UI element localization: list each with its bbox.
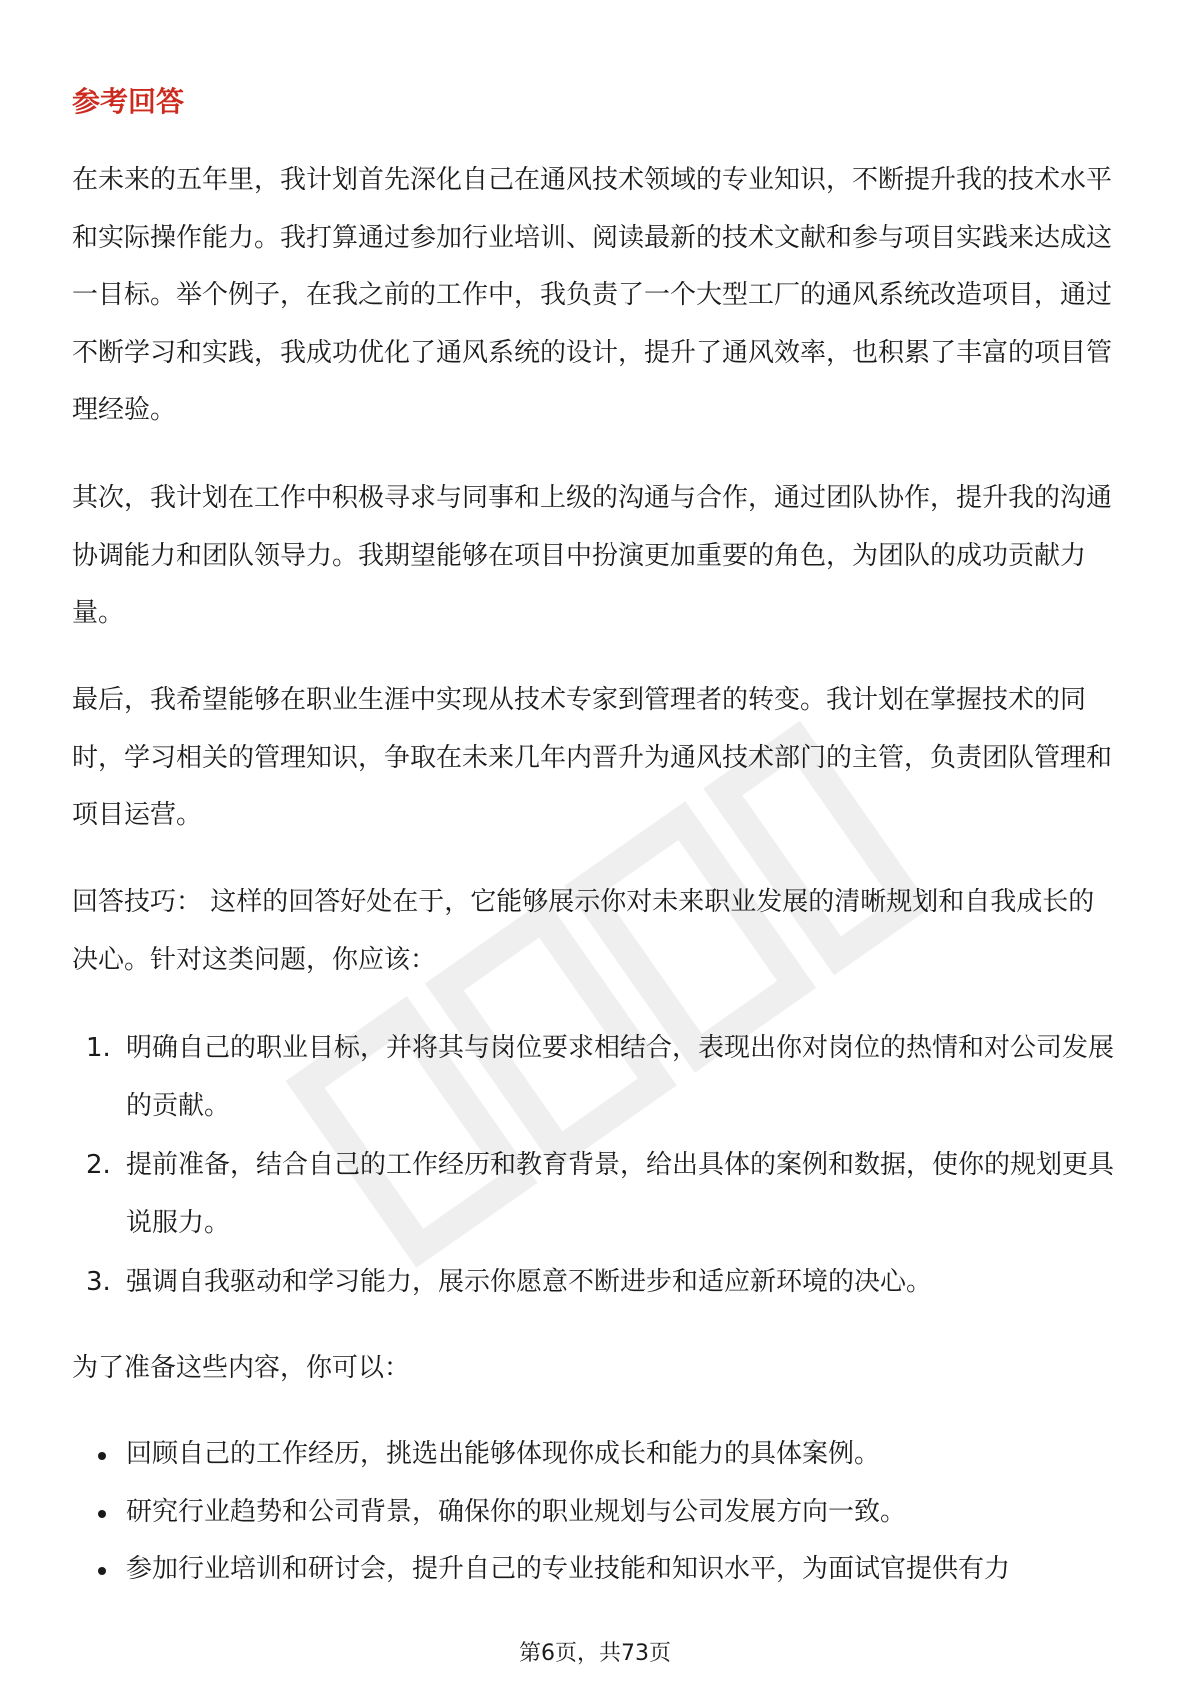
list-item-text: 明确自己的职业目标，并将其与岗位要求相结合，表现出你对岗位的热情和对公司发展的贡献。: [126, 1033, 1115, 1121]
list-item: [72, 1541, 1118, 1599]
bullet-icon: [98, 1510, 106, 1518]
bullet-icon: [98, 1452, 106, 1460]
list-item: [72, 1137, 1118, 1252]
list-item-text: 回顾自己的工作经历，挑选出能够体现你成长和能力的具体案例。: [126, 1439, 881, 1469]
list-number: 3.: [86, 1267, 111, 1297]
paragraph-tips: 回答技巧： 这样的回答好处在于，它能够展示你对未来职业发展的清晰规划和自我成长的决心。针对这类问题，你应该：: [72, 887, 1095, 975]
paragraph-answer-2: 其次，我计划在工作中积极寻求与同事和上级的沟通与合作，通过团队协作，提升我的沟通协调能力和团队领导力。我期望能够在项目中扮演更加重要的角色，为团队的成功贡献力量。: [72, 483, 1113, 628]
list-item-text: 研究行业趋势和公司背景，确保你的职业规划与公司发展方向一致。: [126, 1496, 907, 1527]
page-footer: 第6页，共73页: [519, 1641, 671, 1666]
list-item: [72, 1484, 1118, 1542]
list-item-text: 提前准备，结合自己的工作经历和教育背景，给出具体的案例和数据，使你的规划更具说服力。: [126, 1150, 1115, 1238]
paragraph-answer-3: 最后，我希望能够在职业生涯中实现从技术专家到管理者的转变。我计划在掌握技术的同时，学习相关的管理知识，争取在未来几年内晋升为通风技术部门的主管，负责团队管理和项目运营。: [72, 685, 1113, 830]
section-title: 参考回答: [72, 85, 185, 118]
bullets-intro: 为了准备这些内容，你可以：: [72, 1353, 411, 1383]
list-item: [72, 1426, 1118, 1484]
bullet-icon: [98, 1567, 106, 1575]
list-number: 2.: [86, 1150, 111, 1180]
list-item: [72, 1020, 1118, 1135]
list-item: [72, 1254, 1118, 1312]
list-item-text: 强调自我驱动和学习能力，展示你愿意不断进步和适应新环境的决心。: [126, 1267, 933, 1297]
paragraph-answer-1: 在未来的五年里，我计划首先深化自己在通风技术领域的专业知识，不断提升我的技术水平和实际操作能力。我打算通过参加行业培训、阅读最新的技术文献和参与项目实践来达成这一目标。举个例子，在我之前的工作中，我负责了一个大型工厂的通风系统改造项目，通过不断学习和实践，我成功优化了通风系统的设计，提升了通风效率，也积累了丰富的项目管理经验。: [72, 165, 1113, 425]
tips-ordered-list: [72, 1020, 1118, 1314]
preparation-bullet-list: [72, 1426, 1118, 1599]
list-number: 1.: [86, 1033, 111, 1063]
list-item-text: 参加行业培训和研讨会，提升自己的专业技能和知识水平，为面试官提供有力: [126, 1554, 1011, 1584]
